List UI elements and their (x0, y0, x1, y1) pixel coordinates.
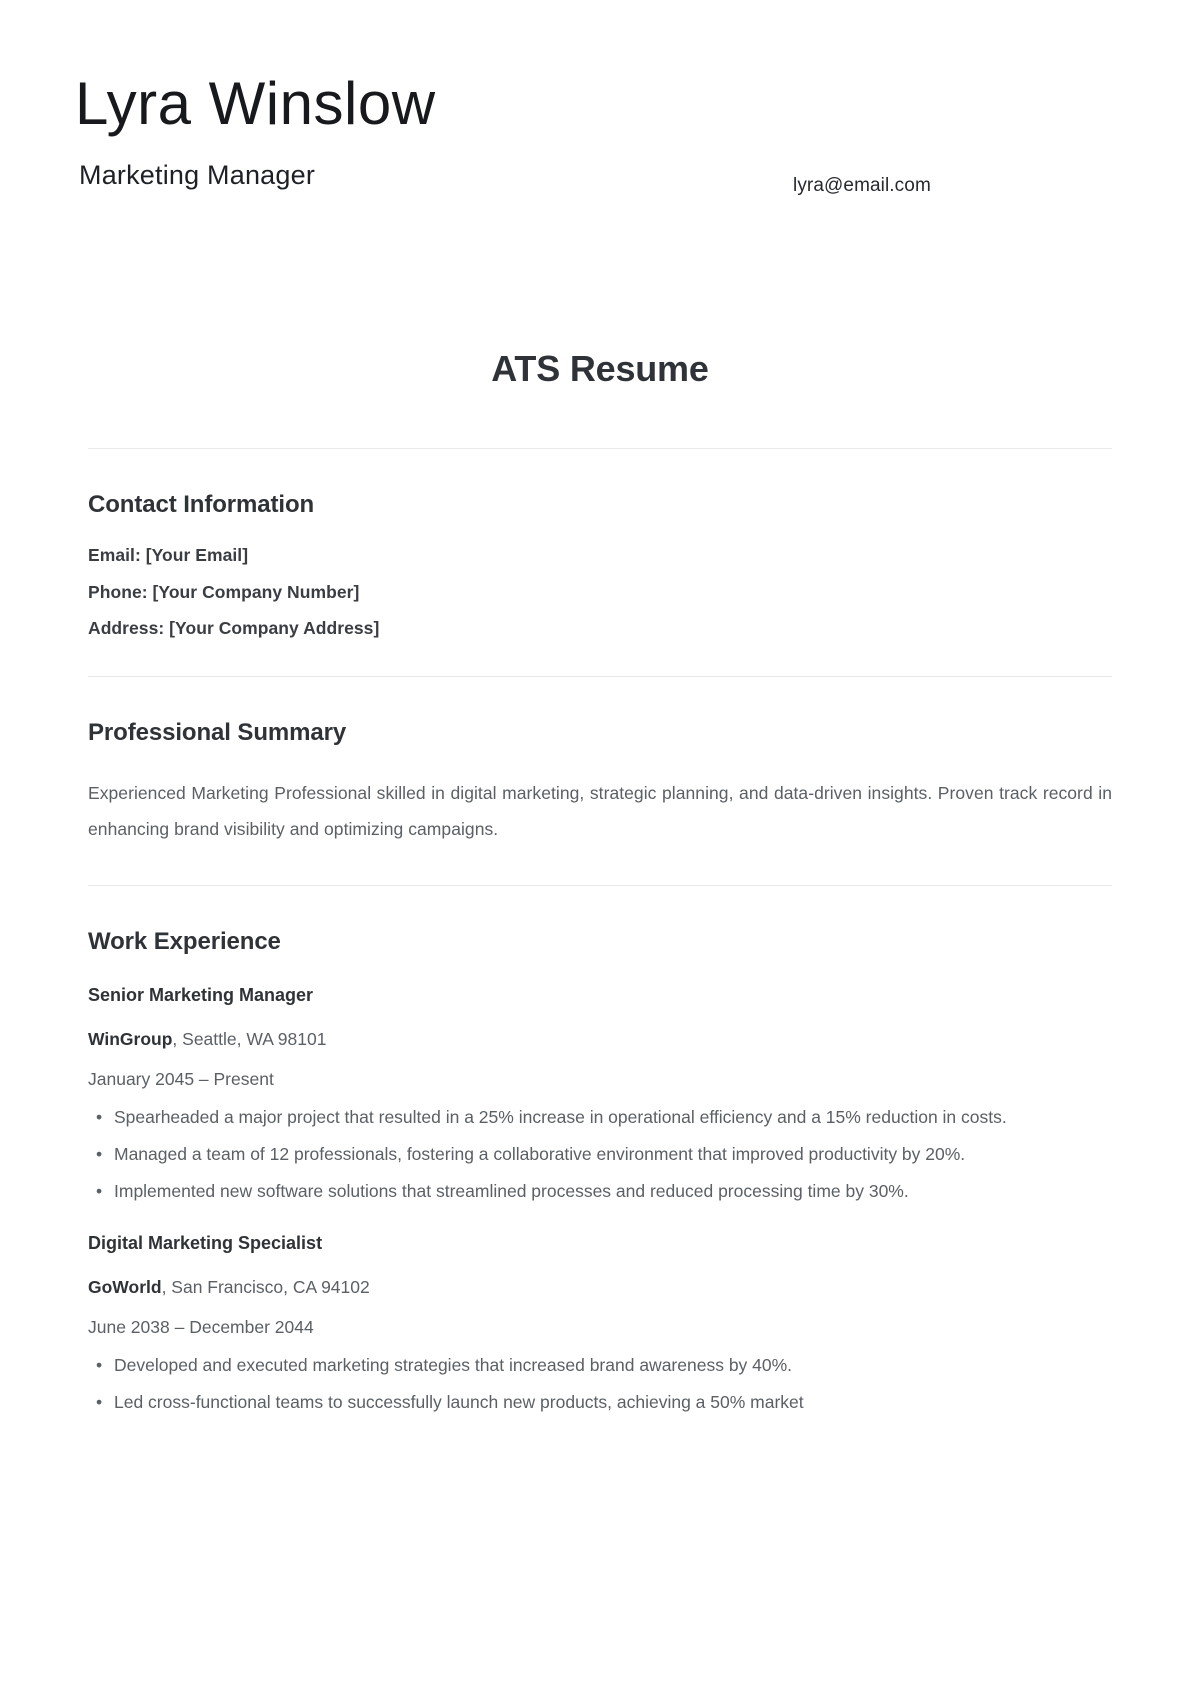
job-company-name: WinGroup (88, 1028, 173, 1049)
summary-heading: Professional Summary (88, 718, 347, 746)
person-role: Marketing Manager (79, 160, 316, 191)
list-item: • Developed and executed marketing strategies that increased brand awareness by 40%. (88, 1348, 1112, 1384)
job-dates: January 2045 – Present (88, 1068, 274, 1089)
job-entry (88, 1233, 1112, 1420)
section-professional-summary (88, 677, 1112, 886)
resume-body (0, 448, 1200, 1483)
contact-phone-line: Phone: [Your Company Number] (88, 581, 360, 602)
section-contact-information (88, 449, 1112, 676)
list-item: • Managed a team of 12 professionals, fostering a collaborative environment that improved productivity by 20%. (88, 1137, 1112, 1173)
job-company (88, 1029, 1112, 1050)
summary-text: Experienced Marketing Professional skilled in digital marketing, strategic planning, and data-driven insights. Proven track record in enhancing brand visibility and optimizing campaigns. (88, 782, 1112, 839)
contact-address-line: Address: [Your Company Address] (88, 618, 380, 639)
letterhead (0, 0, 1200, 196)
document-title: ATS Resume (491, 347, 709, 389)
job-dates: June 2038 – December 2044 (88, 1317, 314, 1338)
person-email: lyra@email.com (793, 175, 931, 196)
job-bullets (88, 1348, 1112, 1421)
list-item: • Implemented new software solutions that streamlined processes and reduced processing time by 30%. (88, 1174, 1112, 1210)
job-title: Senior Marketing Manager (88, 985, 314, 1006)
job-entry (88, 985, 1112, 1209)
section-work-experience (88, 886, 1112, 1482)
contact-email-line: Email: [Your Email] (88, 545, 249, 566)
job-bullets (88, 1100, 1112, 1210)
job-company-location: , San Francisco, CA 94102 (161, 1277, 370, 1298)
job-title: Digital Marketing Specialist (88, 1233, 323, 1254)
contact-heading: Contact Information (88, 490, 315, 518)
job-company (88, 1277, 1112, 1298)
person-name: Lyra Winslow (75, 70, 436, 137)
job-company-location: , Seattle, WA 98101 (172, 1028, 327, 1049)
job-company-name: GoWorld (88, 1277, 162, 1298)
list-item: • Spearheaded a major project that resulted in a 25% increase in operational efficiency and a 15% reduction in costs. (88, 1100, 1112, 1136)
list-item: • Led cross-functional teams to successfully launch new products, achieving a 50% market (88, 1385, 1112, 1421)
experience-heading: Work Experience (88, 928, 281, 956)
